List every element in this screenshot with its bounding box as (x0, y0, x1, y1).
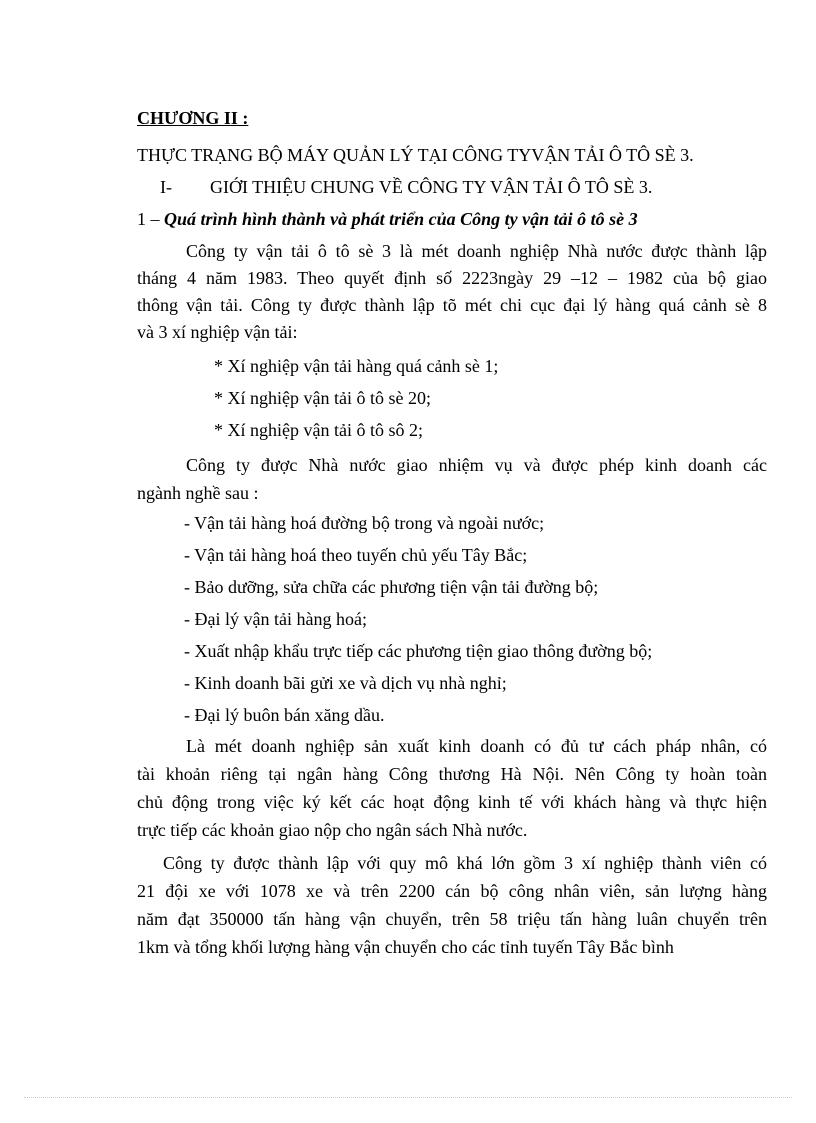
enterprise-item: * Xí nghiệp vận tải ô tô sè 20; (214, 388, 431, 408)
subsection-prefix: 1 – (137, 209, 164, 229)
business-line-item: - Kinh doanh bãi gửi xe và dịch vụ nhà nghỉ; (184, 673, 507, 693)
paragraph-1-line: và 3 xí nghiệp vận tải: (137, 322, 298, 342)
paragraph-3-line: trực tiếp các khoản giao nộp cho ngân sách Nhà nước. (137, 820, 528, 840)
business-line-item: - Vận tải hàng hoá đường bộ trong và ngoài nước; (184, 513, 545, 533)
paragraph-1-line: tháng 4 năm 1983. Theo quyết định số 2223ngày 29 –12 – 1982 của bộ giao (137, 268, 767, 288)
enterprise-item: * Xí nghiệp vận tải hàng quá cảnh sè 1; (214, 356, 499, 376)
business-line-item: - Đại lý buôn bán xăng dầu. (184, 705, 385, 725)
paragraph-3-line: chủ động trong việc ký kết các hoạt động kinh tế với khách hàng và thực hiện (137, 792, 767, 812)
paragraph-4-line: Công ty được thành lập với quy mô khá lớn gồm 3 xí nghiệp thành viên có (163, 853, 767, 873)
paragraph-2-line: Công ty được Nhà nước giao nhiệm vụ và được phép kinh doanh các (186, 455, 767, 475)
business-line-item: - Bảo dưỡng, sửa chữa các phương tiện vận tải đường bộ; (184, 577, 599, 597)
paragraph-1-line: Công ty vận tải ô tô sè 3 là mét doanh nghiệp Nhà nước được thành lập (186, 241, 767, 261)
paragraph-3-line: Là mét doanh nghiệp sản xuất kinh doanh có đủ tư cách pháp nhân, có (186, 736, 767, 756)
chapter-title: THỰC TRẠNG BỘ MÁY QUẢN LÝ TẠI CÔNG TYVẬN TẢI Ô TÔ SÈ 3. (137, 145, 694, 165)
business-line-item: - Vận tải hàng hoá theo tuyến chủ yếu Tây Bắc; (184, 545, 528, 565)
page-bottom-rule (24, 1097, 792, 1098)
section-number: I- (160, 177, 172, 197)
paragraph-2-line: ngành nghề sau : (137, 483, 259, 503)
business-line-item: - Đại lý vận tải hàng hoá; (184, 609, 367, 629)
paragraph-4-line: 1km và tổng khối lượng hàng vận chuyển cho các tỉnh tuyến Tây Bắc bình (137, 937, 674, 957)
paragraph-1-line: thông vận tải. Công ty được thành lập tõ mét chi cục đại lý hàng quá cảnh sè 8 (137, 295, 767, 315)
enterprise-item: * Xí nghiệp vận tải ô tô sô 2; (214, 420, 423, 440)
section-heading: GIỚI THIỆU CHUNG VỀ CÔNG TY VẬN TẢI Ô TÔ SÈ 3. (210, 177, 653, 197)
paragraph-4-line: năm đạt 350000 tấn hàng vận chuyển, trên 58 triệu tấn hàng luân chuyển trên (137, 909, 767, 929)
business-line-item: - Xuất nhập khẩu trực tiếp các phương tiện giao thông đường bộ; (184, 641, 653, 661)
paragraph-4-line: 21 đội xe với 1078 xe và trên 2200 cán bộ công nhân viên, sản lượng hàng (137, 881, 767, 901)
paragraph-3-line: tài khoản riêng tại ngân hàng Công thương Hà Nội. Nên Công ty hoàn toàn (137, 764, 767, 784)
chapter-label: CHƯƠNG II : (137, 108, 249, 128)
subsection-heading (137, 206, 638, 232)
subsection-title: Quá trình hình thành và phát triển của Công ty vận tải ô tô sè 3 (164, 209, 638, 229)
